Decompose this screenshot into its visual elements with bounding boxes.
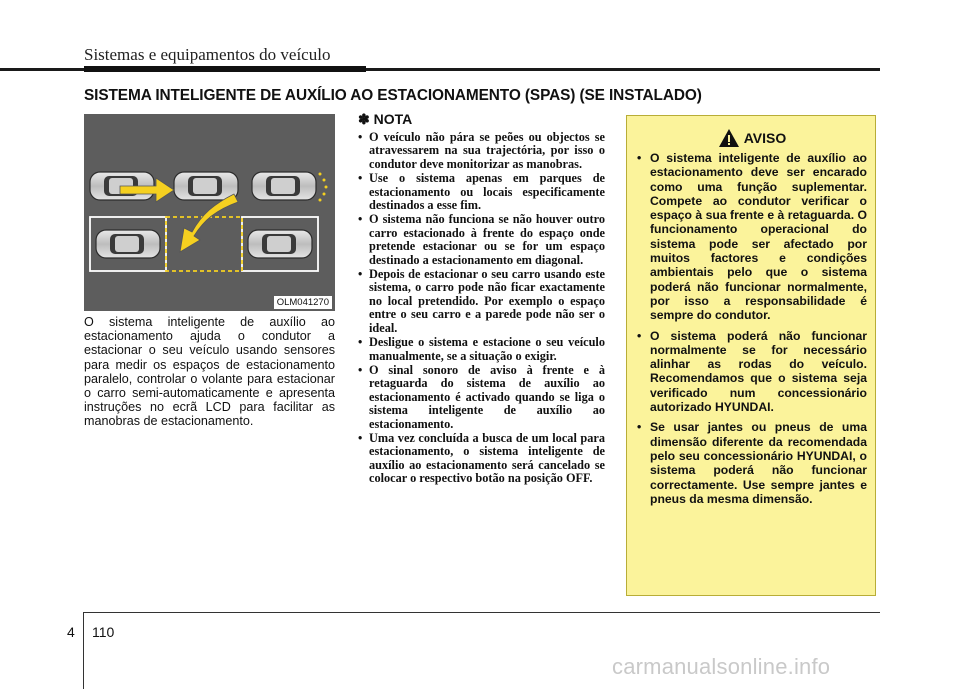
figure-id: OLM041270 [274,296,332,309]
car-icon [174,172,238,200]
warning-item: • O sistema poderá não funcionar normalmente se for necessário alinhar as rodas do veículo. Recomendamos que o sistema seja verificado num concessionário autorizado HYUNDAI. [637,328,867,415]
note-item: • Use o sistema apenas em parques de estacionamento ou locais especificamente destinados a esse fim. [358,171,605,213]
note-heading-text: NOTA [373,111,413,127]
warning-triangle-icon [718,128,740,148]
warning-item: • Se usar jantes ou pneus de uma dimensão diferente da recomendada pelo seu concessionário HYUNDAI, o sistema poderá não funcionar correctamente. Use sempre jantes e pneus da mesma dimensão. [637,420,867,506]
car-icon [96,230,160,258]
section-title: SISTEMA INTELIGENTE DE AUXÍLIO AO ESTACIONAMENTO (SPAS) (SE INSTALADO) [84,87,702,104]
warning-box [626,115,876,596]
car-icon [252,172,316,200]
asterisk-icon: ✽ [358,111,370,127]
watermark: carmanualsonline.info [612,654,831,679]
note-item: • Uma vez concluída a busca de um local para estacionamento, o sistema inteligente de auxílio ao estacionamento será cancelado se colocar o respectivo botão na posição OFF. [358,430,605,486]
parking-illustration [84,114,335,311]
note-heading [358,111,605,128]
note-item: • O sinal sonoro de aviso à frente e à retaguarda do sistema de auxílio ao estacionamento é activado quando se liga o sistema inteligente de auxílio ao estacionamento. [358,362,605,431]
note-item: • O veículo não pára se peões ou objectos se atravessarem na sua trajectória, por isso o condutor deve monitorizar as manobras. [358,130,605,171]
note-item: • Depois de estacionar o seu carro usando este sistema, o carro pode não ficar exactamente no local pretendido. Por exemplo o espaço entre o seu carro e a parede pode não ser o ideal. [358,267,605,335]
note-section [358,111,605,487]
page-number: 110 [92,624,115,640]
footer-rule [83,612,880,613]
warning-item: • O sistema inteligente de auxílio ao estacionamento deve ser encarado como uma função suplementar. Compete ao condutor verificar o espaço à sua frente e à retaguarda. O funcionamento operacional do sistema pode ser afectado por muitos factores e condições ambientais pelo que o sistema poderá não funcionar normalmente, por isso a responsabilidade é sempre do condutor. [637,151,867,323]
note-list [358,131,605,486]
warning-heading: AVISO [743,130,787,146]
note-item: • Desligue o sistema e estacione o seu veículo manualmente, se a situação o exigir. [358,335,605,363]
footer-divider [83,612,84,689]
warning-list [637,151,867,506]
parking-diagram [84,114,335,311]
body-paragraph: O sistema inteligente de auxílio ao estacionamento ajuda o condutor a estacionar o seu veículo usando sensores para medir os espaços de estacionamento paralelo, controlar o volante para estacionar o carro semi-automaticamente e apresenta instruções no ecrã LCD para facilitar as manobras de estacionamento. [84,315,335,429]
note-item: • O sistema não funciona se não houver outro carro estacionado à frente do espaço onde pretende estacionar ou se for um espaço destinado a estacionamento em diagonal. [358,212,605,267]
section-number: 4 [67,624,75,640]
car-icon [248,230,312,258]
header-tab-bar [84,66,366,72]
warning-header [637,128,867,148]
running-header: Sistemas e equipamentos do veículo [84,45,331,64]
reverse-arrow-icon [180,194,238,252]
